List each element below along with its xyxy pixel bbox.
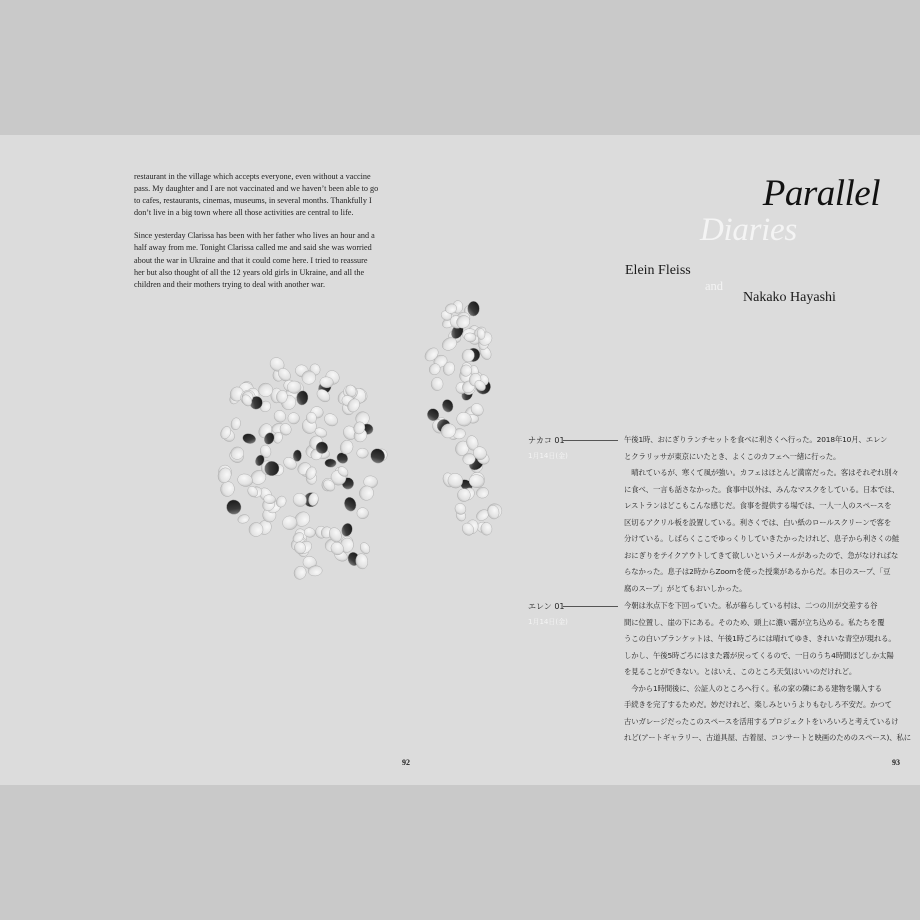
- text-line: 今から1時間後に、公証人のところへ行く。私の家の隣にある建物を購入する: [624, 683, 882, 693]
- text-line: to cafes, restaurants, cinemas, museums, in several months. Thankfully I: [134, 196, 372, 206]
- page-number-left: 92: [402, 758, 410, 767]
- title-parallel: Parallel: [762, 173, 880, 214]
- sequin: [236, 472, 254, 488]
- text-line: 午後1時、おにぎりランチセットを食べに利さくへ行った。2018年10月、エレン: [624, 435, 888, 444]
- sequin: [293, 450, 302, 462]
- page-number-right: 93: [892, 758, 900, 767]
- sequin: [343, 496, 358, 513]
- entry-2-date: 1月14日(金): [528, 618, 568, 626]
- text-line: 分けている。しばらくここでゆっくりしていきたかったけれど、息子から利さくの鮭: [624, 534, 900, 543]
- sequin: [287, 412, 300, 425]
- text-line: 今朝は氷点下を下回っていた。私が暮らしている村は、二つの川が交差する谷: [624, 601, 878, 610]
- title-diaries: Diaries: [700, 212, 797, 248]
- text-line: children and their mothers trying to deal with another war.: [134, 279, 325, 289]
- text-line: 手続きを完了するためだ。妙だけれど、楽しみというよりもむしろ不安だ。かつて: [624, 700, 892, 709]
- sequin: [224, 497, 244, 517]
- text-line: れど(アートギャラリー、古道具屋、古着屋、コンサートと映画のためのスペース)、私に: [624, 733, 911, 742]
- sequin: [219, 480, 236, 498]
- text-line: に食べ、一言も話さなかった。食事中以外は、みんなマスクをしている。日本では、: [624, 484, 900, 494]
- sequin: [242, 432, 257, 445]
- text-line: 間に位置し、崖の下にある。そのため、頭上に濃い霧が立ち込める。私たちを覆: [624, 617, 885, 627]
- text-line: 区切るアクリル板を設置している。利さくでは、白い紙のロールスクリーンで客を: [624, 517, 892, 527]
- sequin: [468, 301, 480, 316]
- text-line: しかし、午後5時ごろにはまた霧が戻ってくるので、一日のうち4時間ほどしか太陽: [624, 650, 894, 660]
- sequin: [368, 446, 388, 466]
- text-line: とクラリッサが東京にいたとき、よくこのカフェへ一緒に行った。: [624, 451, 841, 461]
- author-nakako-hayashi: Nakako Hayashi: [743, 290, 836, 305]
- entry-2-rule: [563, 606, 618, 607]
- entry-1-label: ナカコ 01: [528, 436, 565, 445]
- sequin: [453, 501, 468, 517]
- sequin: [230, 417, 242, 431]
- text-line: を見ることができない。とはいえ、このところ天気はいいのだけれど。: [624, 667, 857, 676]
- sequin: [325, 459, 337, 468]
- text-line: Since yesterday Clarissa has been with her father who lives an hour and a: [134, 231, 375, 241]
- entry-2-label: エレン 01: [528, 602, 565, 611]
- sequin: [357, 448, 369, 458]
- sequin: [358, 541, 371, 556]
- text-line: 古いガレージだったこのスペースを活用するプロジェクトをいろいろと考えているけ: [624, 716, 899, 726]
- sequin: [258, 383, 273, 397]
- sequin: [441, 398, 455, 413]
- text-line: レストランはどこもこんな感じだ。食事を提供する場では、一人一人のスペースを: [624, 501, 892, 510]
- sequin: [322, 411, 340, 428]
- author-connector: and: [705, 279, 724, 293]
- entry-2-body: [624, 598, 911, 747]
- sequin: [290, 490, 309, 509]
- entry-1-date: 1月14日(金): [528, 452, 568, 460]
- text-line: her but also thought of all the 12 years old girls in Ukraine, and all the: [134, 267, 365, 277]
- sequin: [302, 371, 316, 385]
- sequin: [475, 486, 489, 499]
- entry-1-body: [624, 432, 900, 597]
- text-line: 腐のスープ」がとてもおいしかった。: [624, 583, 747, 593]
- text-line: うこの白いブランケットは、午後1時ごろには晴れてゆき、きれいな青空が現れる。: [624, 634, 896, 643]
- text-line: らなかった。息子は2時からZoomを使った授業があるからだ。本日のスープ、「豆: [624, 567, 891, 576]
- sequin: [356, 507, 369, 520]
- text-line: 晴れているが、寒くて風が強い。カフェはほとんど満席だった。客はそれぞれ別々: [624, 468, 899, 477]
- text-line: restaurant in the village which accepts everyone, even without a vaccine: [134, 172, 371, 181]
- sequin: [272, 408, 288, 425]
- sequin: [282, 516, 297, 530]
- entry-1-rule: [563, 440, 618, 441]
- sequin: [431, 377, 443, 390]
- text-line: half away from me. Tonight Clarissa called me and said she was worried: [134, 243, 372, 253]
- text-line: about the war in Ukraine and that it could come here. I tried to reassure: [134, 255, 368, 265]
- sequin: [237, 513, 250, 524]
- sequin: [340, 522, 354, 538]
- text-line: don’t live in a big town where all those activities are central to life.: [134, 208, 354, 218]
- text-line: pass. My daughter and I are not vaccinated and we haven’t been able to go: [134, 184, 379, 194]
- text-line: おにぎりをテイクアウトしてきて欲しいというメールがあったので、急がなければな: [624, 550, 899, 560]
- author-elein-fleiss: Elein Fleiss: [625, 263, 691, 278]
